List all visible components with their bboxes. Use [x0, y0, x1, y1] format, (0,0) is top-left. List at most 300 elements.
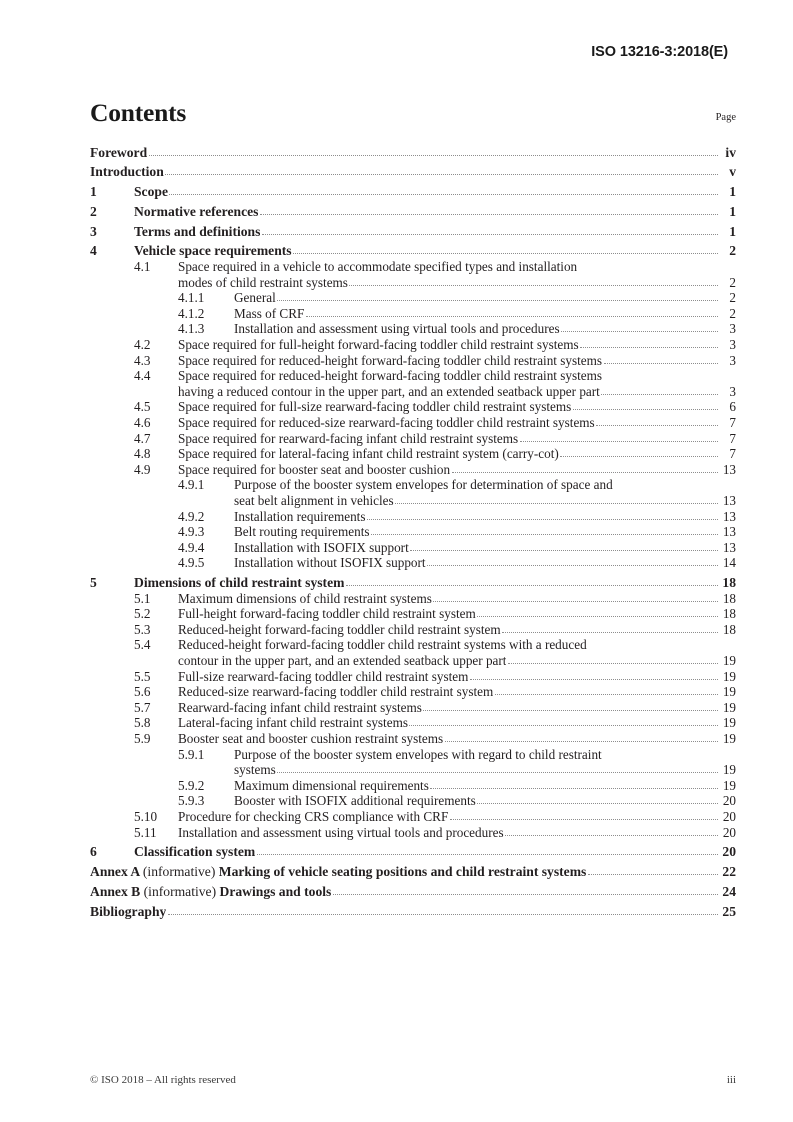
toc-entry-number: 5.3 [134, 621, 151, 637]
page-column-label: Page [715, 111, 736, 123]
toc-leader-dots [165, 173, 717, 175]
toc-entry-number: 5.9.1 [178, 746, 205, 762]
toc-entry[interactable] [90, 368, 736, 399]
toc-leader-dots [277, 771, 717, 773]
toc-entry-number: 5.10 [134, 808, 158, 824]
toc-entry[interactable] [90, 715, 736, 731]
toc-entry[interactable] [90, 575, 736, 591]
toc-entry-title-continued: seat belt alignment in vehicles [234, 492, 394, 508]
toc-leader-dots [433, 600, 717, 602]
toc-entry-title: Booster with ISOFIX additional requirements [234, 793, 476, 809]
toc-entry-title: Installation and assessment using virtual tools and procedures [234, 321, 560, 337]
toc-entry-label-wrap [178, 715, 736, 731]
toc-leader-dots [520, 440, 718, 442]
toc-entry-page-number: 25 [722, 903, 736, 919]
toc-entry-title: Vehicle space requirements [134, 243, 292, 259]
toc-leader-dots [505, 834, 717, 836]
toc-leader-dots [561, 330, 717, 332]
toc-entry[interactable] [90, 477, 736, 508]
page-folio: iii [726, 1074, 736, 1086]
toc-entry[interactable] [90, 606, 736, 622]
toc-entry-label-wrap [234, 747, 736, 778]
toc-entry-number: 4.1.3 [178, 321, 205, 337]
toc-entry-page-number: 3 [729, 336, 736, 352]
contents-section [90, 100, 736, 919]
toc-entry-number: 5.7 [134, 699, 151, 715]
toc-entry-label-wrap [134, 243, 736, 259]
toc-leader-dots [573, 408, 718, 410]
page-title: Contents [90, 98, 187, 127]
toc-entry-line [134, 224, 736, 240]
copyright-notice: © ISO 2018 – All rights reserved [90, 1074, 236, 1086]
toc-entry-number: 6 [90, 844, 97, 860]
toc-entry-number: 2 [90, 203, 97, 219]
toc-entry-line [178, 606, 736, 622]
toc-leader-dots [346, 584, 718, 586]
toc-entry-label-wrap [178, 415, 736, 431]
toc-annex-prefix: Annex A [90, 864, 143, 880]
toc-entry-title: Installation without ISOFIX support [234, 555, 426, 571]
toc-entry-line [178, 637, 736, 653]
toc-entry-page-number: 1 [729, 203, 736, 219]
toc-entry-title: Introduction [90, 164, 164, 180]
toc-entry-page-number: 7 [729, 430, 736, 446]
toc-leader-dots [169, 193, 717, 195]
toc-entry-page-number: v [729, 164, 736, 180]
toc-entry-title: Space required for booster seat and booster cushion [178, 461, 451, 477]
toc-leader-dots [508, 662, 718, 664]
toc-entry[interactable] [90, 884, 736, 900]
toc-entry[interactable] [90, 337, 736, 353]
toc-entry-label-wrap [90, 145, 736, 161]
toc-entry-number: 5.9.2 [178, 777, 205, 793]
toc-entry-page-number: 13 [722, 461, 736, 477]
toc-entry-number: 4.7 [134, 430, 151, 446]
toc-entry-number: 4.9.2 [178, 508, 205, 524]
toc-entry-page-number: 14 [722, 555, 736, 571]
toc-annex-title: Drawings and tools [219, 883, 332, 899]
toc-entry-label-wrap [234, 477, 736, 508]
toc-entry-line [178, 462, 736, 478]
toc-entry[interactable] [90, 184, 736, 200]
toc-entry[interactable] [90, 793, 736, 809]
toc-entry-title: Space required for rearward-facing infant child restraint systems [178, 430, 519, 446]
toc-leader-dots [423, 709, 717, 711]
toc-entry-number: 5.1 [134, 590, 151, 606]
toc-entry-number: 4.1.1 [178, 290, 205, 306]
toc-entry-page-number: 19 [722, 715, 736, 731]
toc-entry-label-wrap [178, 669, 736, 685]
toc-entry[interactable] [90, 637, 736, 668]
toc-leader-dots [450, 818, 718, 820]
toc-entry-page-number: 6 [729, 399, 736, 415]
toc-entry-page-number: 1 [729, 223, 736, 239]
toc-entry-page-number: 19 [722, 777, 736, 793]
toc-entry-number: 5.2 [134, 606, 151, 622]
toc-entry-page-number: 2 [729, 290, 736, 306]
toc-entry[interactable] [90, 555, 736, 571]
toc-entry-title: Purpose of the booster system envelopes with regard to child restraint [234, 746, 602, 762]
toc-leader-dots [470, 678, 718, 680]
toc-entry-number: 3 [90, 223, 97, 239]
toc-entry-label-wrap [90, 904, 736, 920]
toc-entry-line-continuation [178, 384, 736, 400]
toc-entry-number: 4 [90, 243, 97, 259]
toc-entry-page-number: 13 [722, 508, 736, 524]
toc-entry-page-number: 19 [722, 762, 736, 778]
toc-entry-number: 5.6 [134, 684, 151, 700]
toc-entry-line [234, 290, 736, 306]
toc-entry-page-number: 2 [729, 274, 736, 290]
toc-entry-title [90, 864, 586, 880]
toc-entry-line [178, 622, 736, 638]
toc-entry-line [178, 353, 736, 369]
toc-entry-number: 4.9.4 [178, 539, 205, 555]
toc-entry-line [134, 243, 736, 259]
toc-entry-number: 4.1 [134, 259, 151, 274]
toc-entry-label-wrap [134, 224, 736, 240]
page-footer [90, 1074, 736, 1086]
toc-entry-label-wrap [178, 684, 736, 700]
toc-leader-dots [293, 252, 717, 254]
toc-entry[interactable] [90, 731, 736, 747]
toc-entry[interactable] [90, 524, 736, 540]
toc-entry[interactable] [90, 540, 736, 556]
toc-entry[interactable] [90, 825, 736, 841]
toc-entry-line [178, 368, 736, 384]
toc-entry-number: 5.4 [134, 637, 151, 653]
toc-entry-label-wrap [234, 778, 736, 794]
toc-entry-title: Installation requirements [234, 508, 366, 524]
toc-entry-title: Space required for full-size rearward-facing toddler child restraint systems [178, 399, 572, 415]
toc-entry-label-wrap [90, 864, 736, 880]
toc-entry-line [178, 715, 736, 731]
toc-entry-number: 4.9.1 [178, 477, 205, 493]
toc-entry-line [234, 306, 736, 322]
toc-entry-line [234, 747, 736, 763]
toc-entry-line [90, 164, 736, 180]
toc-entry-number: 4.3 [134, 352, 151, 368]
toc-entry-title: Full-height forward-facing toddler child restraint system [178, 606, 476, 622]
toc-entry-line [178, 431, 736, 447]
toc-entry-page-number: 3 [729, 321, 736, 337]
toc-entry-page-number: iv [725, 144, 736, 160]
toc-annex-prefix: Annex B [90, 883, 144, 899]
toc-entry-line [178, 731, 736, 747]
toc-entry-line [134, 184, 736, 200]
toc-entry-title: Reduced-size rearward-facing toddler child restraint system [178, 684, 494, 700]
toc-entry-line [234, 540, 736, 556]
toc-leader-dots [277, 299, 717, 301]
toc-leader-dots [580, 346, 717, 348]
toc-entry-page-number: 19 [722, 684, 736, 700]
toc-entry-label-wrap [234, 290, 736, 306]
toc-leader-dots [409, 724, 717, 726]
toc-entry-page-number: 7 [729, 414, 736, 430]
toc-entry-title: Terms and definitions [134, 223, 261, 239]
toc-entry[interactable] [90, 669, 736, 685]
toc-entry[interactable] [90, 243, 736, 259]
toc-entry[interactable] [90, 446, 736, 462]
toc-entry-label-wrap [178, 446, 736, 462]
toc-entry-label-wrap [178, 259, 736, 290]
toc-annex-qualifier: (informative) [143, 883, 220, 899]
toc-leader-dots [601, 393, 717, 395]
toc-entry-title: Space required for full-height forward-facing toddler child restraint systems [178, 336, 579, 352]
toc-entry[interactable] [90, 700, 736, 716]
toc-entry-title: Reduced-height forward-facing toddler child restraint system [178, 621, 501, 637]
toc-entry[interactable] [90, 684, 736, 700]
toc-entry-line [178, 591, 736, 607]
toc-entry[interactable] [90, 321, 736, 337]
toc-entry-label-wrap [90, 884, 736, 900]
toc-leader-dots [333, 893, 718, 895]
toc-entry-line [90, 904, 736, 920]
toc-entry-page-number: 18 [722, 621, 736, 637]
toc-entry-title: Dimensions of child restraint system [134, 575, 345, 591]
toc-entry[interactable] [90, 399, 736, 415]
toc-leader-dots [395, 502, 717, 504]
toc-entry-page-number: 7 [729, 446, 736, 462]
toc-entry[interactable] [90, 204, 736, 220]
toc-entry-line [134, 575, 736, 591]
toc-entry-label-wrap [178, 431, 736, 447]
toc-entry-line [178, 809, 736, 825]
toc-entry[interactable] [90, 145, 736, 161]
toc-leader-dots [452, 471, 718, 473]
toc-entry-title: Space required for reduced-height forward-facing toddler child restraint systems [178, 352, 603, 368]
toc-entry-number: 4.2 [134, 336, 151, 352]
toc-leader-dots [262, 233, 718, 235]
toc-entry-page-number: 2 [729, 305, 736, 321]
toc-entry-label-wrap [134, 184, 736, 200]
toc-entry-page-number: 3 [729, 383, 736, 399]
toc-entry-title-continued: having a reduced contour in the upper part, and an extended seatback upper part [178, 383, 600, 399]
toc-entry-line [178, 700, 736, 716]
toc-entry-title: Space required in a vehicle to accommodate specified types and installation [178, 259, 578, 274]
toc-entry-line-continuation [178, 275, 736, 291]
toc-entry-number: 5.8 [134, 715, 151, 731]
toc-entry-number: 4.1.2 [178, 305, 205, 321]
toc-leader-dots [367, 518, 718, 520]
toc-entry-line [178, 446, 736, 462]
toc-entry-title-continued: modes of child restraint systems [178, 274, 348, 290]
toc-entry[interactable] [90, 306, 736, 322]
toc-entry-page-number: 13 [722, 492, 736, 508]
toc-entry-label-wrap [178, 462, 736, 478]
toc-entry-page-number: 18 [722, 575, 736, 591]
toc-entry-line [234, 321, 736, 337]
toc-entry-line [234, 793, 736, 809]
toc-entry-label-wrap [234, 321, 736, 337]
toc-entry-title: Procedure for checking CRS compliance with CRF [178, 808, 449, 824]
toc-entry-title: Rearward-facing infant child restraint systems [178, 699, 422, 715]
toc-leader-dots [560, 455, 717, 457]
toc-entry-label-wrap [178, 809, 736, 825]
toc-leader-dots [588, 873, 718, 875]
toc-entry-label-wrap [234, 555, 736, 571]
toc-entry-label-wrap [134, 575, 736, 591]
toc-entry-page-number: 2 [729, 243, 736, 259]
toc-entry-line [90, 864, 736, 880]
toc-entry[interactable] [90, 164, 736, 180]
toc-entry-title: General [234, 290, 276, 306]
toc-entry-label-wrap [178, 825, 736, 841]
toc-entry-label-wrap [178, 337, 736, 353]
toc-entry-label-wrap [134, 844, 736, 860]
toc-entry-label-wrap [234, 306, 736, 322]
toc-entry-line [134, 844, 736, 860]
toc-entry-title-continued: contour in the upper part, and an extended seatback upper part [178, 653, 507, 669]
toc-entry-line [234, 509, 736, 525]
toc-leader-dots [427, 564, 717, 566]
toc-entry-line [90, 884, 736, 900]
toc-entry-line [178, 669, 736, 685]
toc-leader-dots [477, 615, 717, 617]
toc-entry-page-number: 1 [729, 184, 736, 200]
toc-entry-number: 5.9.3 [178, 793, 205, 809]
toc-entry-title: Belt routing requirements [234, 524, 370, 540]
toc-entry-page-number: 13 [722, 524, 736, 540]
toc-entry-page-number: 20 [722, 808, 736, 824]
toc-annex-qualifier: (informative) [142, 864, 219, 880]
toc-entry[interactable] [90, 509, 736, 525]
toc-entry-number: 1 [90, 184, 97, 200]
toc-leader-dots [430, 787, 717, 789]
toc-entry-number: 4.4 [134, 368, 151, 384]
toc-leader-dots [168, 913, 718, 915]
toc-entry-number: 4.9.5 [178, 555, 205, 571]
toc-entry-page-number: 19 [722, 653, 736, 669]
toc-entry-page-number: 19 [722, 668, 736, 684]
toc-entry-title: Installation and assessment using virtual tools and procedures [178, 824, 504, 840]
toc-entry-line-continuation [234, 493, 736, 509]
toc-entry-title: Reduced-height forward-facing toddler child restraint systems with a reduced [178, 637, 587, 653]
toc-entry-page-number: 20 [722, 824, 736, 840]
toc-entry-page-number: 22 [722, 864, 736, 880]
toc-leader-dots [495, 693, 718, 695]
toc-entry-line [178, 399, 736, 415]
toc-entry-label-wrap [178, 399, 736, 415]
toc-leader-dots [410, 549, 717, 551]
toc-entry-title: Normative references [134, 203, 259, 219]
toc-entry-line [178, 337, 736, 353]
toc-entry-number: 5.5 [134, 668, 151, 684]
toc-leader-dots [502, 631, 717, 633]
toc-entry[interactable] [90, 462, 736, 478]
toc-entry-number: 4.6 [134, 414, 151, 430]
toc-entry-title: Maximum dimensions of child restraint systems [178, 590, 432, 606]
toc-entry[interactable] [90, 844, 736, 860]
toc-entry-label-wrap [178, 700, 736, 716]
toc-leader-dots [445, 740, 718, 742]
toc-entry[interactable] [90, 809, 736, 825]
toc-entry-line-continuation [178, 653, 736, 669]
toc-entry[interactable] [90, 431, 736, 447]
toc-entry-line [178, 684, 736, 700]
toc-entry-label-wrap [134, 204, 736, 220]
toc-entry-label-wrap [178, 637, 736, 668]
toc-entry-title: Foreword [90, 144, 148, 160]
toc-entry-page-number: 13 [722, 539, 736, 555]
toc-entry-title: Space required for lateral-facing infant child restraint system (carry-cot) [178, 446, 559, 462]
toc-entry-number: 5 [90, 575, 97, 591]
toc-entry[interactable] [90, 778, 736, 794]
toc-entry-label-wrap [178, 368, 736, 399]
table-of-contents [90, 145, 736, 920]
toc-entry-label-wrap [178, 606, 736, 622]
toc-entry-page-number: 18 [722, 590, 736, 606]
toc-entry-line [90, 145, 736, 161]
toc-entry-page-number: 19 [722, 699, 736, 715]
toc-annex-title: Marking of vehicle seating positions and child restraint systems [218, 864, 587, 880]
toc-entry-label-wrap [90, 164, 736, 180]
toc-entry[interactable] [90, 904, 736, 920]
toc-entry-title: Space required for reduced-size rearward-facing toddler child restraint systems [178, 414, 595, 430]
toc-entry-number: 5.9 [134, 731, 151, 746]
toc-entry[interactable] [90, 622, 736, 638]
toc-entry[interactable] [90, 415, 736, 431]
toc-entry-title: Scope [134, 184, 168, 200]
toc-leader-dots [596, 424, 717, 426]
toc-leader-dots [260, 213, 718, 215]
toc-entry-label-wrap [178, 353, 736, 369]
toc-entry-line [178, 825, 736, 841]
toc-entry-label-wrap [178, 591, 736, 607]
toc-entry-line [234, 524, 736, 540]
toc-entry-number: 4.9.3 [178, 524, 205, 540]
toc-entry[interactable] [90, 259, 736, 290]
toc-leader-dots [477, 802, 717, 804]
toc-entry-label-wrap [234, 540, 736, 556]
contents-title-row [90, 100, 736, 126]
toc-entry-line [178, 415, 736, 431]
toc-entry-title: Lateral-facing infant child restraint systems [178, 715, 408, 731]
toc-entry-number: 4.9 [134, 461, 151, 477]
toc-leader-dots [371, 533, 717, 535]
toc-entry-page-number: 19 [722, 731, 736, 746]
toc-entry-line [234, 555, 736, 571]
toc-entry[interactable] [90, 591, 736, 607]
toc-entry-page-number: 24 [722, 883, 736, 899]
toc-entry-title: Full-size rearward-facing toddler child restraint system [178, 668, 469, 684]
toc-entry-number: 5.11 [134, 824, 157, 840]
toc-entry-title-continued: systems [234, 762, 276, 778]
toc-entry-label-wrap [234, 509, 736, 525]
toc-entry-number: 4.8 [134, 446, 151, 462]
toc-entry-line [134, 204, 736, 220]
toc-entry-line-continuation [234, 762, 736, 778]
toc-entry-label-wrap [178, 731, 736, 747]
toc-entry-page-number: 3 [729, 352, 736, 368]
toc-entry-title: Maximum dimensional requirements [234, 777, 429, 793]
toc-entry-title [90, 884, 331, 900]
toc-entry-line [178, 259, 736, 275]
toc-entry-label-wrap [178, 622, 736, 638]
toc-entry-title: Installation with ISOFIX support [234, 539, 409, 555]
toc-entry[interactable] [90, 353, 736, 369]
toc-entry[interactable] [90, 290, 736, 306]
toc-leader-dots [306, 315, 718, 317]
toc-entry[interactable] [90, 747, 736, 778]
toc-leader-dots [604, 362, 718, 364]
toc-entry[interactable] [90, 864, 736, 880]
toc-entry[interactable] [90, 224, 736, 240]
document-header-standard-id: ISO 13216-3:2018(E) [591, 44, 728, 60]
toc-leader-dots [149, 154, 718, 156]
toc-entry-title: Booster seat and booster cushion restraint systems [178, 731, 444, 746]
toc-entry-label-wrap [234, 524, 736, 540]
